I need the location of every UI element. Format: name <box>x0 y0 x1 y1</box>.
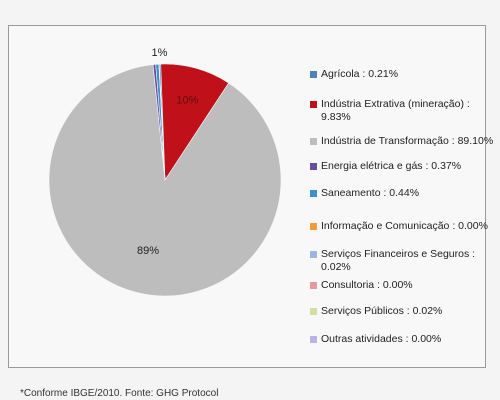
legend-swatch <box>310 71 317 78</box>
legend-swatch <box>310 308 317 315</box>
legend-label: Energia elétrica e gás : 0.37% <box>321 160 462 172</box>
legend-label: Agrícola : 0.21% <box>321 68 399 80</box>
legend-label: Saneamento : 0.44% <box>321 187 420 199</box>
legend-label: Indústria de Transformação : 89.10% <box>321 135 494 147</box>
legend-label: Serviços Financeiros e Seguros : 0.02% <box>321 248 476 273</box>
chart-frame <box>8 25 494 368</box>
legend-label: Informação e Comunicação : 0.00% <box>321 220 488 232</box>
legend-label: Serviços Públicos : 0.02% <box>321 305 443 317</box>
legend-label: Consultoria : 0.00% <box>321 279 413 291</box>
legend-label: Indústria Extrativa (mineração) : 9.83% <box>321 98 470 123</box>
data-label-agricola: 1% <box>151 47 168 60</box>
legend-swatch <box>310 163 317 170</box>
legend-swatch <box>310 190 317 197</box>
footnote: *Conforme IBGE/2010. Fonte: GHG Protocol <box>20 388 219 399</box>
data-label-industria-extrativa-mineracao: 10% <box>176 94 199 107</box>
data-label-industria-de-transformacao: 89% <box>136 244 160 257</box>
legend-swatch <box>310 336 317 343</box>
legend-label: Outras atividades : 0.00% <box>321 333 442 345</box>
legend-swatch <box>310 251 317 258</box>
legend-swatch <box>310 223 317 230</box>
legend-swatch <box>310 138 317 145</box>
legend-swatch <box>310 282 317 289</box>
legend-swatch <box>310 101 317 108</box>
